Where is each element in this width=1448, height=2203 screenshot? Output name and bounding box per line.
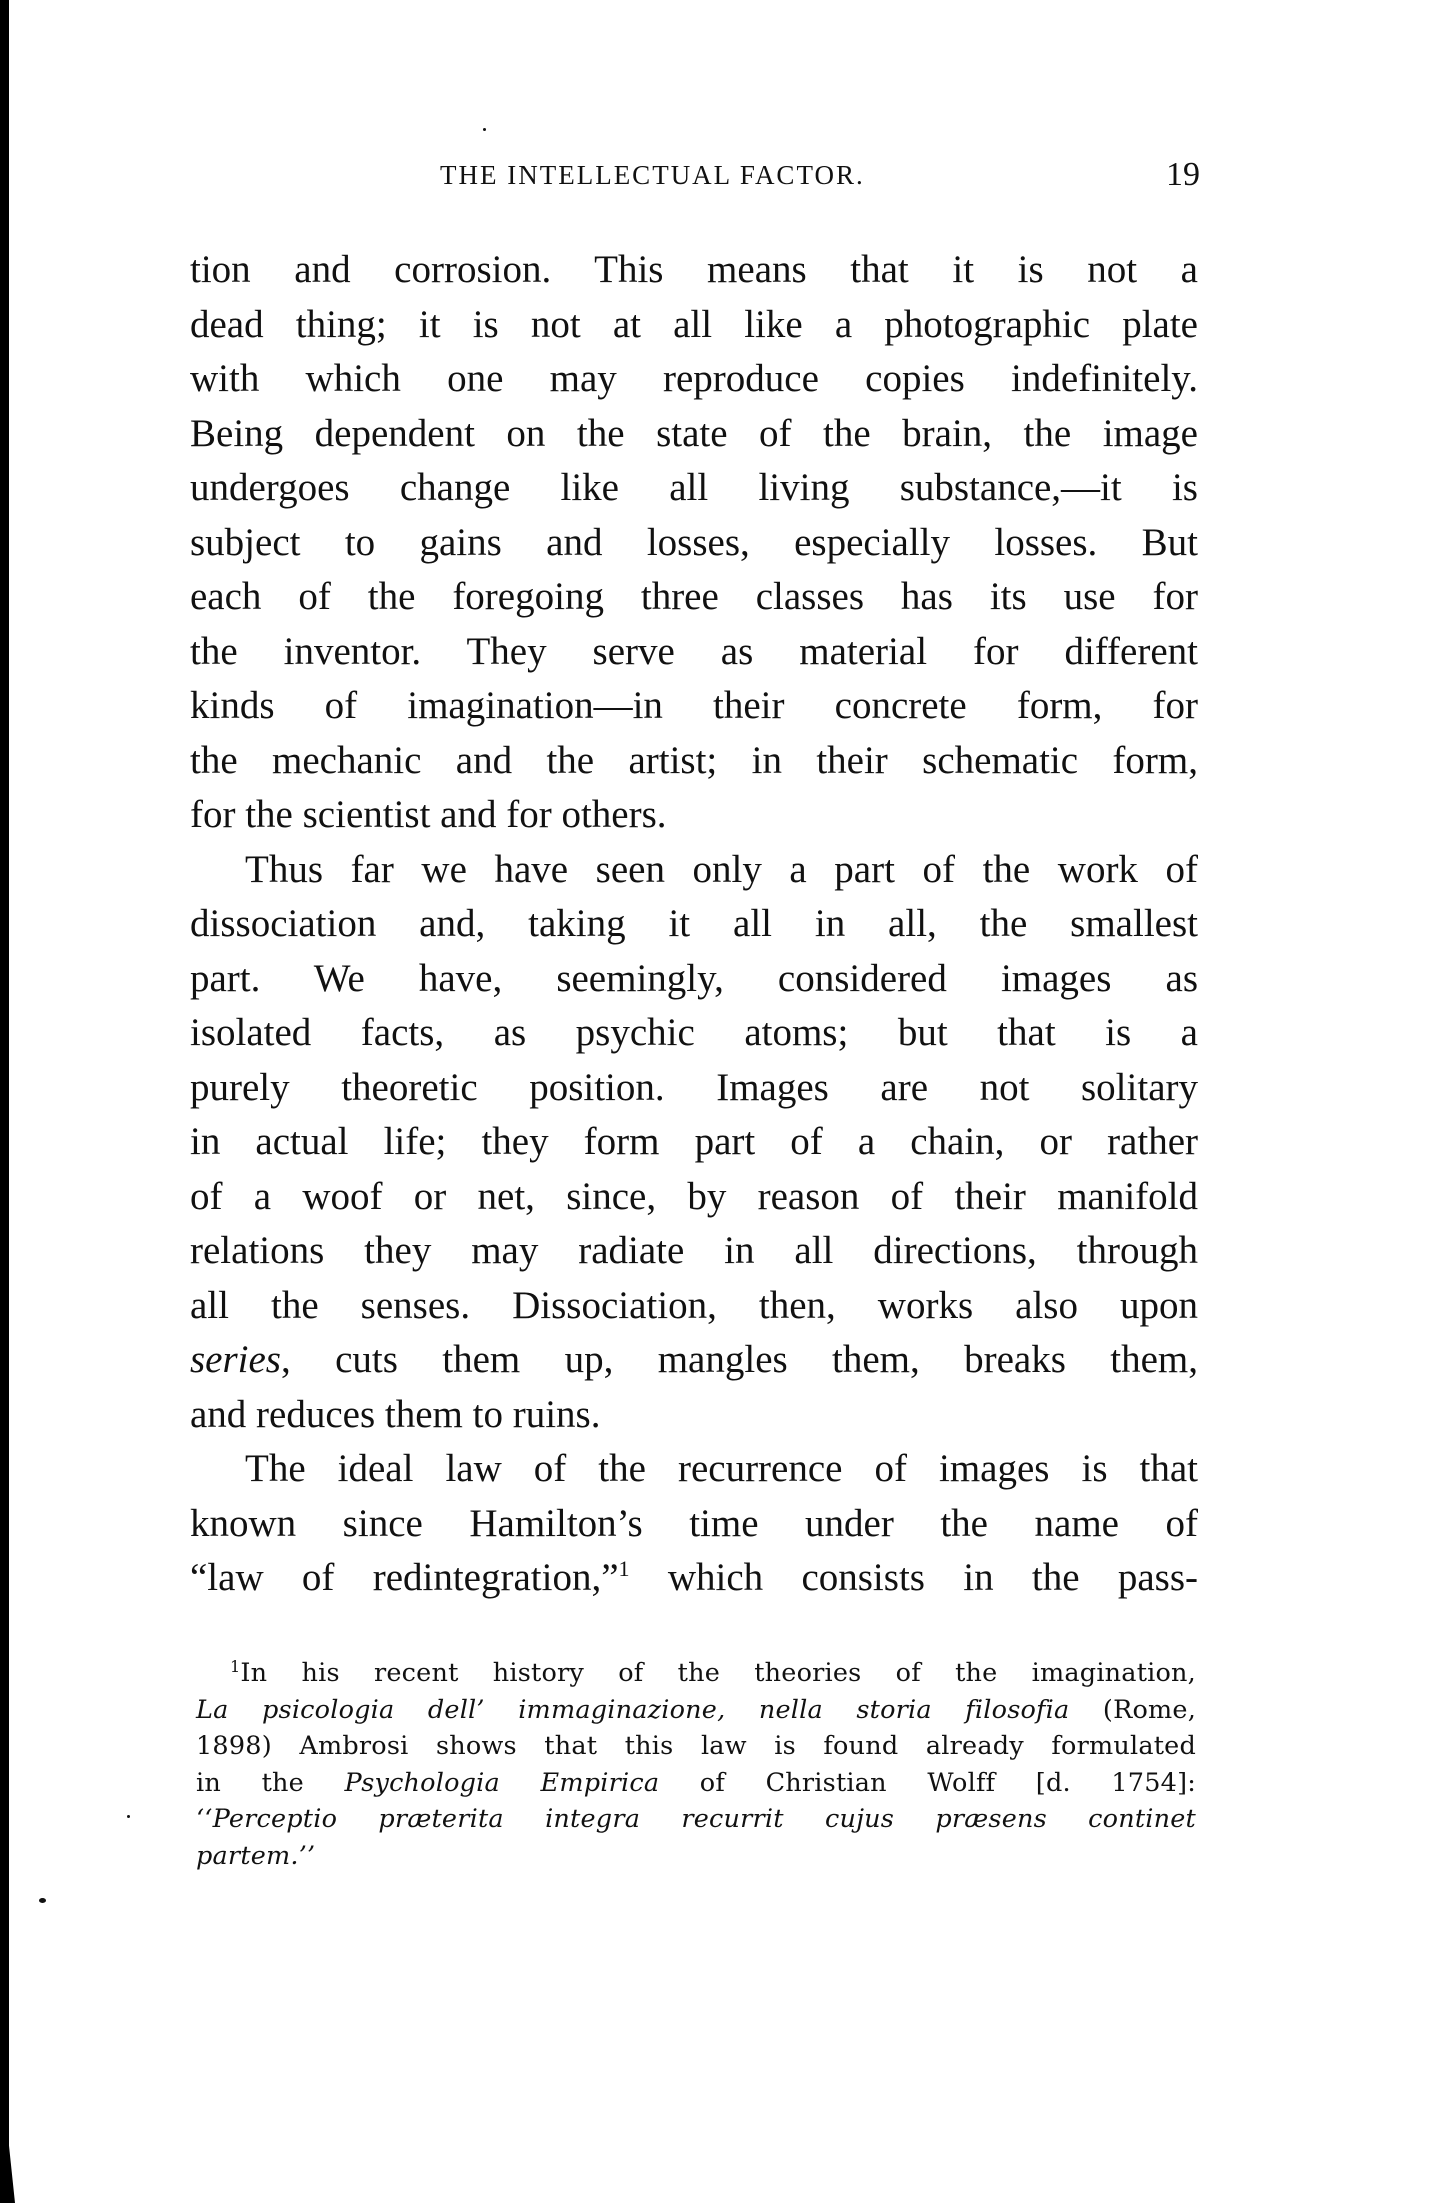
text-line: isolated facts, as psychic atoms; but that is a bbox=[190, 1011, 1198, 1054]
body-text bbox=[190, 243, 1198, 1606]
text-fragment: in the bbox=[196, 1767, 345, 1798]
text-line bbox=[190, 1333, 1198, 1388]
text-line: tion and corrosion. This means that it is not a bbox=[190, 248, 1198, 291]
footnote-reference[interactable]: 1 bbox=[618, 1556, 630, 1581]
running-head bbox=[190, 150, 1200, 200]
text-line: with which one may reproduce copies indefinitely. bbox=[190, 357, 1198, 400]
text-line: in actual life; they form part of a chain, or rather bbox=[190, 1120, 1198, 1163]
text-line: dead thing; it is not at all like a photographic plate bbox=[190, 302, 1198, 346]
scan-speck bbox=[39, 1898, 46, 1903]
latin-quote: ‘‘Perceptio præterita integra recurrit cujus præsens continet bbox=[196, 1804, 1196, 1834]
paragraph-start-line: The ideal law of the recurrence of images is that bbox=[245, 1447, 1198, 1490]
text-line: of a woof or net, since, by reason of their manifold bbox=[190, 1174, 1198, 1218]
text-line: kinds of imagination—in their concrete form, for bbox=[190, 684, 1198, 727]
footnote-line: 1898) Ambrosi shows that this law is found already formulated bbox=[196, 1731, 1196, 1761]
paragraph-start-line: Thus far we have seen only a part of the work of bbox=[245, 847, 1198, 891]
text-line: relations they may radiate in all directions, through bbox=[190, 1229, 1198, 1272]
text-line: the inventor. They serve as material for different bbox=[190, 629, 1198, 673]
footnote-line bbox=[196, 1765, 1196, 1802]
text-fragment: , cuts them up, mangles them, breaks them, bbox=[281, 1338, 1198, 1381]
italic-term: series bbox=[190, 1338, 281, 1381]
book-title: La psicologia dell’ immaginazione, nella storia filosofia bbox=[196, 1694, 1070, 1725]
latin-quote: partem.’’ bbox=[196, 1840, 316, 1871]
scan-speck bbox=[127, 1815, 130, 1818]
scan-border-corner bbox=[4, 2140, 15, 2203]
text-line: Being dependent on the state of the brain, the image bbox=[190, 411, 1198, 455]
footnote bbox=[196, 1655, 1196, 1874]
text-line: the mechanic and the artist; in their schematic form, bbox=[190, 738, 1198, 782]
text-line: purely theoretic position. Images are not solitary bbox=[190, 1065, 1198, 1109]
text-fragment: In his recent history of the theories of the imagination, bbox=[240, 1658, 1196, 1688]
text-fragment: which consists in the pass- bbox=[629, 1556, 1198, 1599]
text-fragment: of Christian Wolff [d. 1754]: bbox=[659, 1767, 1197, 1798]
text-line: part. We have, seemingly, considered images as bbox=[190, 956, 1198, 1000]
footnote-line bbox=[196, 1838, 1196, 1875]
footnote-line bbox=[196, 1655, 1196, 1692]
text-line: for the scientist and for others. bbox=[190, 793, 667, 836]
text-fragment: (Rome, bbox=[1069, 1694, 1196, 1725]
text-line: all the senses. Dissociation, then, works also upon bbox=[190, 1283, 1198, 1327]
running-head-title: THE INTELLECTUAL FACTOR. bbox=[440, 160, 865, 190]
text-line: subject to gains and losses, especially losses. But bbox=[190, 520, 1198, 564]
footnote-line bbox=[196, 1692, 1196, 1729]
text-line bbox=[190, 1551, 1198, 1606]
footnote-line bbox=[196, 1801, 1196, 1838]
page-number: 19 bbox=[1166, 156, 1200, 193]
scan-speck bbox=[483, 128, 486, 131]
scan-border-left bbox=[0, 0, 9, 2203]
text-line: known since Hamilton’s time under the name of bbox=[190, 1501, 1198, 1545]
text-line: and reduces them to ruins. bbox=[190, 1392, 601, 1436]
book-title: Psychologia Empirica bbox=[344, 1767, 660, 1798]
text-line: dissociation and, taking it all in all, the smallest bbox=[190, 902, 1198, 945]
text-line: undergoes change like all living substance,—it is bbox=[190, 466, 1198, 509]
text-line: each of the foregoing three classes has its use for bbox=[190, 575, 1198, 618]
footnote-marker: 1 bbox=[230, 1657, 241, 1676]
text-fragment: “law of redintegration,” bbox=[190, 1556, 619, 1599]
